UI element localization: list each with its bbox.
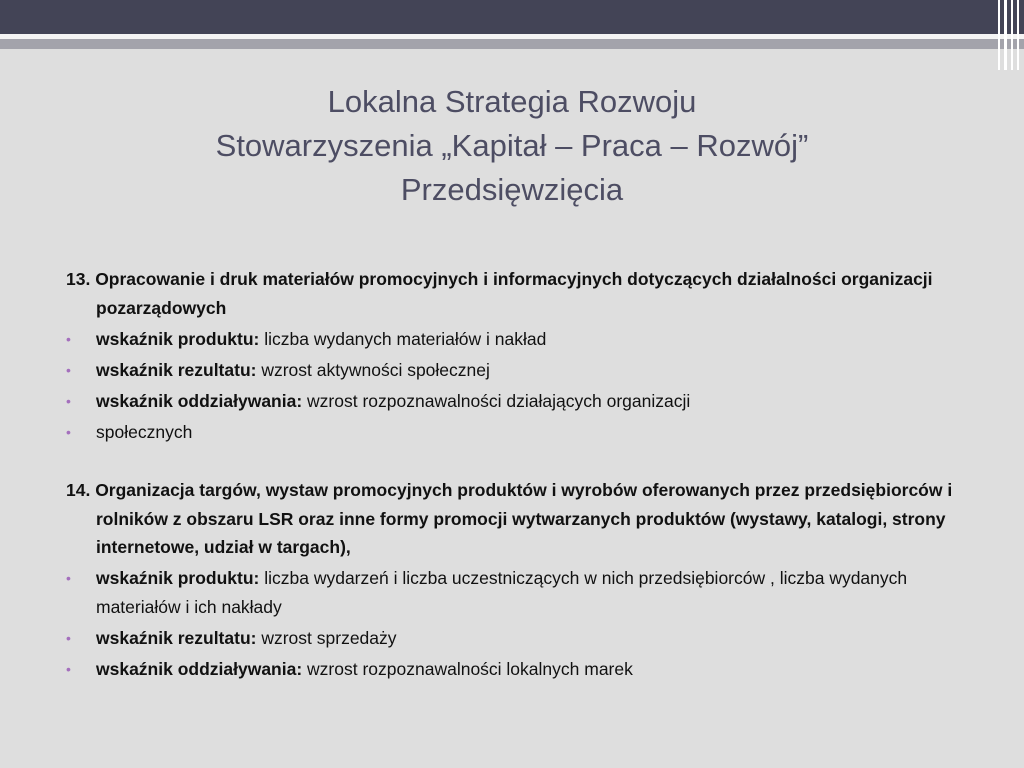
bullet-label: wskaźnik oddziaływania:: [96, 658, 303, 679]
title-line-3: Przedsięwzięcia: [400, 172, 624, 207]
item-14-heading: 14. Organizacja targów, wystaw promocyjnych produktów i wyrobów oferowanych przez przedsiębiorców i rolników z obszaru LSR oraz inne formy promocji wytwarzanych produktów (wystawy, katalogi, strony internetowe, udział w targach),: [66, 480, 953, 557]
bullet-label: wskaźnik produktu:: [96, 568, 260, 588]
bullet-icon: •: [66, 392, 71, 409]
title-line-1: Lokalna Strategia Rozwoju: [327, 84, 697, 119]
corner-stripes-decoration: [994, 0, 1024, 70]
section-spacer: [66, 446, 966, 476]
bullet-icon: •: [66, 570, 71, 586]
bullet-label: wskaźnik rezultatu:: [96, 359, 257, 380]
bullet-label: wskaźnik produktu:: [96, 328, 260, 349]
bullet-icon: •: [66, 423, 71, 440]
item-13-bullet-result: [66, 356, 966, 385]
bullet-icon: •: [66, 330, 71, 347]
header-band: [0, 0, 1024, 34]
header-divider-gray: [0, 39, 1024, 49]
bullet-text: wzrost sprzedaży: [256, 627, 397, 648]
bullet-label: wskaźnik rezultatu:: [96, 627, 257, 648]
slide-body: [66, 265, 966, 683]
bullet-label: wskaźnik oddziaływania:: [96, 390, 303, 411]
bullet-icon: •: [66, 629, 71, 646]
item-14-bullet-result: [66, 624, 966, 653]
bullet-text: liczba wydanych materiałów i nakład: [259, 328, 547, 349]
bullet-icon: •: [66, 361, 71, 378]
bullet-text: wzrost aktywności społecznej: [256, 359, 490, 380]
item-13-bullet-continuation: [66, 418, 966, 447]
bullet-text: wzrost rozpoznawalności lokalnych marek: [302, 658, 633, 679]
item-13-bullet-product: [66, 325, 966, 354]
title-line-2: Stowarzyszenia „Kapitał – Praca – Rozwój”: [215, 128, 809, 163]
bullet-text: liczba wydarzeń i liczba uczestniczących w nich przedsiębiorców , liczba wydanych materiałów i ich nakłady: [96, 568, 908, 617]
item-14-bullet-impact: [66, 655, 966, 684]
bullet-text: społecznych: [96, 421, 193, 442]
item-13-bullet-impact: [66, 387, 966, 416]
slide-title: [0, 80, 1024, 212]
bullet-text: wzrost rozpoznawalności działających organizacji: [302, 390, 691, 411]
bullet-icon: •: [66, 660, 71, 677]
item-14-bullet-product: [66, 564, 966, 621]
item-13-heading: 13. Opracowanie i druk materiałów promocyjnych i informacyjnych dotyczących działalności organizacji pozarządowych: [66, 269, 933, 318]
